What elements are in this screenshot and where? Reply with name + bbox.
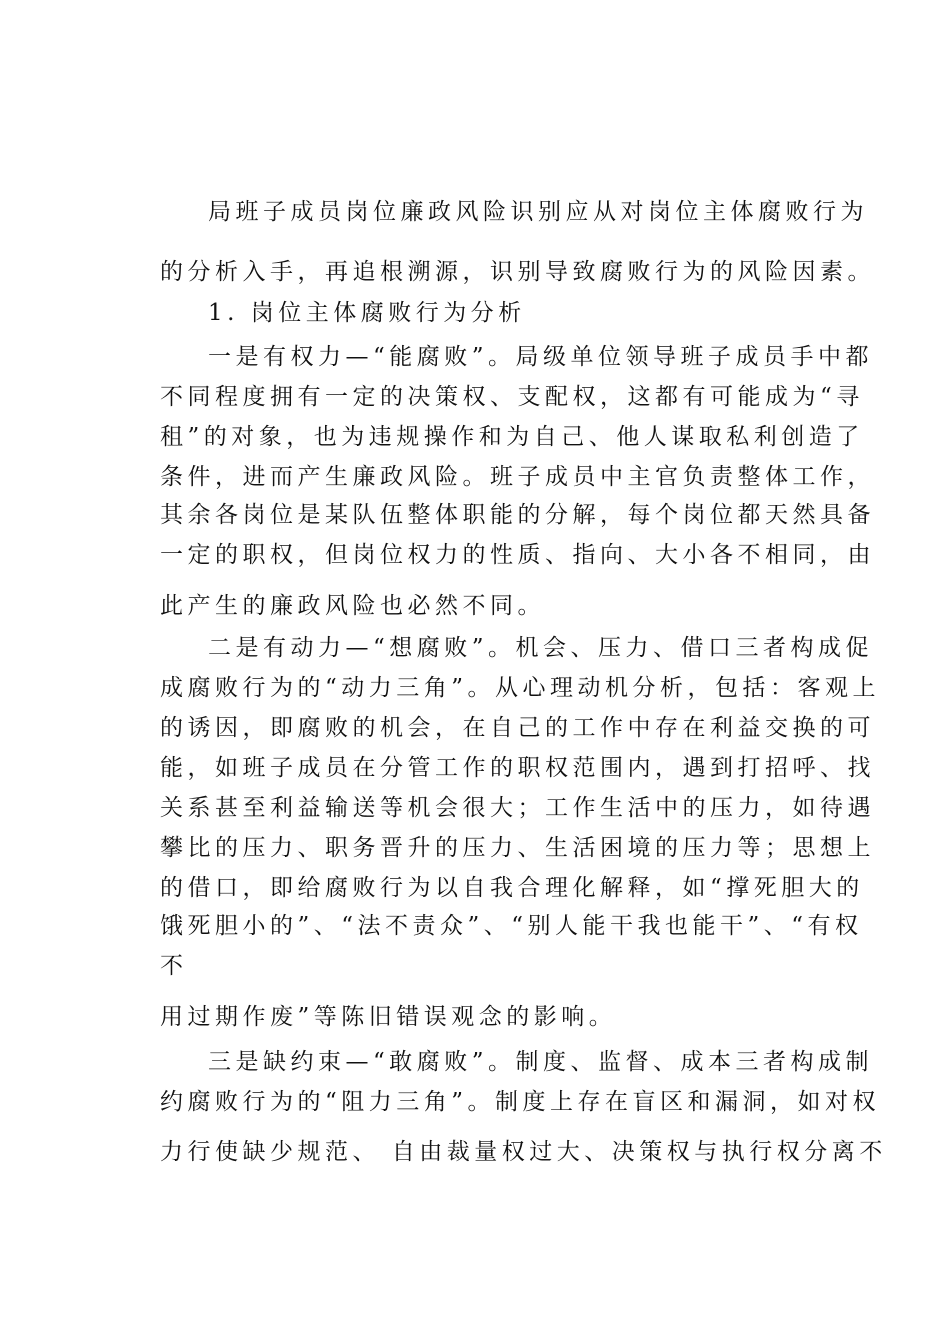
paragraph-4-line-1: 三是缺约束—“敢腐败”。制度、监督、成本三者构成制: [208, 1049, 874, 1075]
paragraph-3-line-7: 的借口，即给腐败行为以自我合理化解释，如“撑死胆大的: [160, 875, 864, 901]
paragraph-3-line-2: 成腐败行为的“动力三角”。从心理动机分析，包括：客观上: [160, 675, 881, 701]
paragraph-3-line-3: 的诱因，即腐败的机会，在自己的工作中存在利益交换的可: [160, 715, 875, 741]
paragraph-3-line-8: 饿死胆小的”、“法不责众”、“别人能干我也能干”、“有权: [160, 913, 863, 939]
paragraph-4-line-2: 约腐败行为的“阻力三角”。制度上存在盲区和漏洞，如对权: [160, 1089, 881, 1115]
paragraph-3-line-10: 用过期作废”等陈旧错误观念的影响。: [160, 1004, 617, 1030]
paragraph-1-line-1: 局班子成员岗位廉政风险识别应从对岗位主体腐败行为: [208, 199, 868, 225]
paragraph-2-line-6: 一定的职权，但岗位权力的性质、指向、大小各不相同，由: [160, 542, 875, 568]
paragraph-2-line-7: 此产生的廉政风险也必然不同。: [160, 593, 545, 619]
paragraph-4-line-3: 力行使缺少规范、 自由裁量权过大、决策权与执行权分离不: [160, 1139, 887, 1165]
paragraph-3-line-5: 关系甚至利益输送等机会很大；工作生活中的压力，如待遇: [160, 795, 875, 821]
paragraph-3-line-6: 攀比的压力、职务晋升的压力、生活困境的压力等；思想上: [160, 835, 875, 861]
paragraph-2-line-1: 一是有权力—“能腐败”。局级单位领导班子成员手中都: [208, 344, 874, 370]
paragraph-1-line-2: 的分析入手，再追根溯源，识别导致腐败行为的风险因素。: [160, 259, 875, 285]
paragraph-2-line-3: 租”的对象，也为违规操作和为自己、他人谋取私利创造了: [160, 424, 864, 450]
paragraph-2-line-5: 其余各岗位是某队伍整体职能的分解，每个岗位都天然具备: [160, 502, 875, 528]
paragraph-3-line-1: 二是有动力—“想腐败”。机会、压力、借口三者构成促: [208, 635, 874, 661]
paragraph-2-line-2: 不同程度拥有一定的决策权、支配权，这都有可能成为“寻: [160, 384, 864, 410]
section-heading: 1. 岗位主体腐败行为分析: [208, 300, 526, 326]
paragraph-3-line-9: 不: [160, 953, 188, 979]
paragraph-3-line-4: 能，如班子成员在分管工作的职权范围内，遇到打招呼、找: [160, 755, 875, 781]
paragraph-2-line-4: 条件，进而产生廉政风险。班子成员中主官负责整体工作，: [160, 464, 875, 490]
